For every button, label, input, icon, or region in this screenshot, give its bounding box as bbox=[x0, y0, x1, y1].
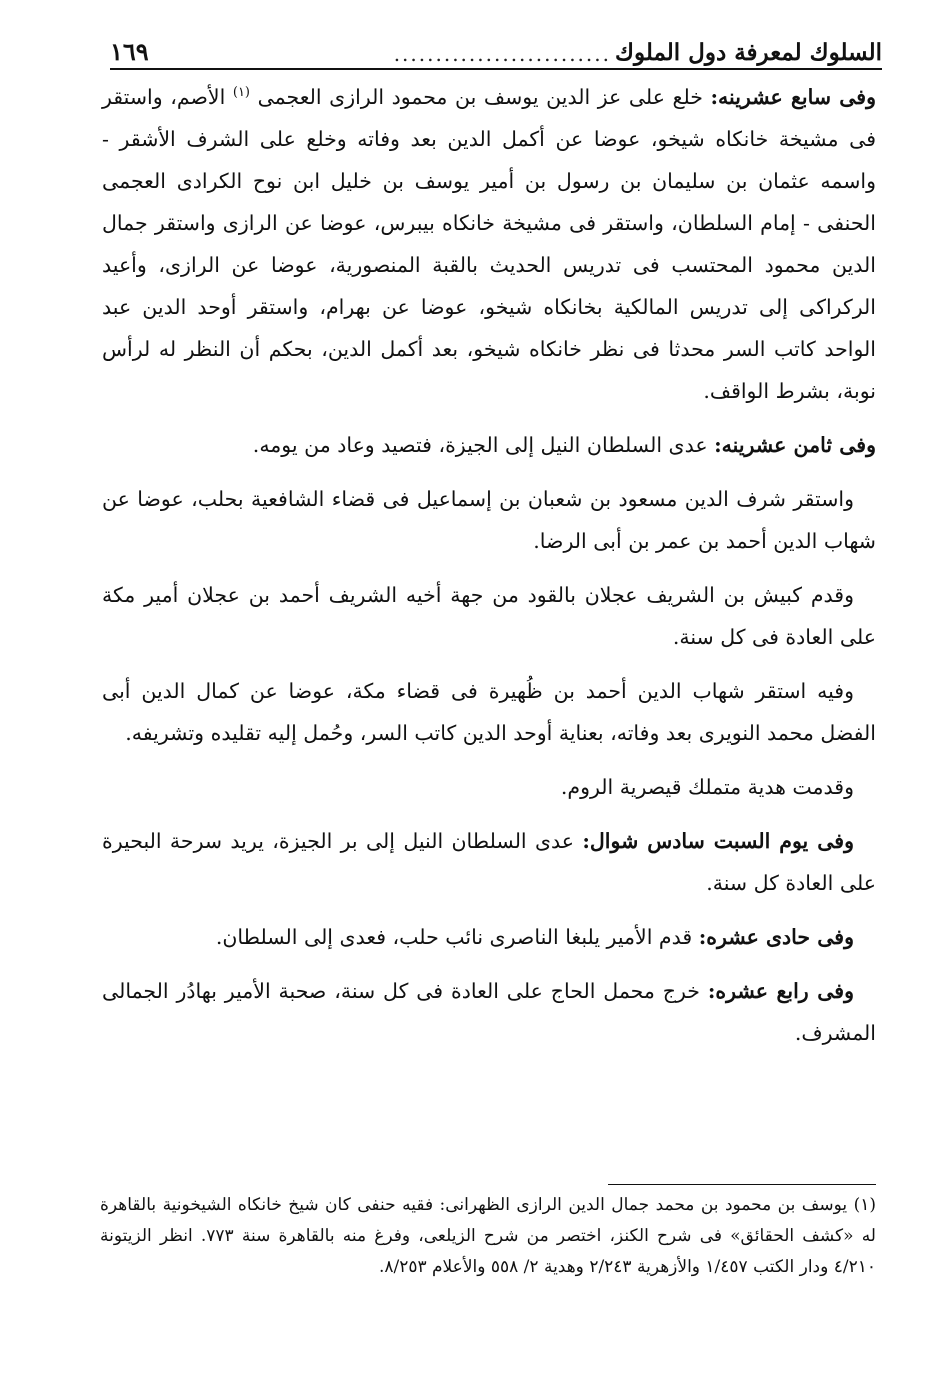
running-header bbox=[110, 28, 882, 70]
paragraph-text: واستقر شرف الدين مسعود بن شعبان بن إسماعيل فى قضاء الشافعية بحلب، عوضا عن شهاب الدين أحمد بن عمر بن أبى الرضا. bbox=[102, 487, 876, 553]
paragraph-lead: وفى حادى عشره: bbox=[698, 925, 854, 949]
paragraph bbox=[102, 76, 876, 412]
paragraph-lead: وفى رابع عشره: bbox=[707, 979, 854, 1003]
main-text bbox=[102, 76, 876, 1066]
paragraph bbox=[102, 574, 876, 658]
paragraph-text: وقدمت هدية متملك قيصرية الروم. bbox=[560, 775, 854, 799]
paragraph-lead: وفى ثامن عشرينه: bbox=[714, 433, 876, 457]
footnote: (١) يوسف بن محمود بن محمد جمال الدين الرازى الظهرانى: فقيه حنفى كان شيخ خانكاه الشيخونية بالقاهرة له «كشف الحقائق» فى شرح الكنز، اختصر من شرح الزيلعى، وفرغ منه بالقاهرة سنة ٧٧٣. انظر الزيتونة ٤/٢١٠ ودار الكتب ١/٤٥٧ والأزهرية ٢/٢٤٣ وهدية ٢/ ٥٥٨ والأعلام ٨/٢٥٣. bbox=[100, 1195, 876, 1277]
paragraph bbox=[102, 916, 876, 958]
paragraph-text: وقدم كبيش بن الشريف عجلان بالقود من جهة أخيه الشريف أحمد بن عجلان أمير مكة على العادة فى كل سنة. bbox=[102, 583, 876, 649]
footnote-divider bbox=[608, 1184, 876, 1185]
paragraph-text: وفيه استقر شهاب الدين أحمد بن ظُهيرة فى قضاء مكة، عوضا عن كمال الدين أبى الفضل محمد النويرى بعد وفاته، بعناية أوحد الدين كاتب السر، وحُمل إليه تقليده وتشريفه. bbox=[102, 679, 876, 745]
header-leader-dots: .......................... bbox=[393, 44, 611, 66]
paragraph-text: خلع على عز الدين يوسف بن محمود الرازى العجمى bbox=[257, 85, 711, 109]
footnote-reference[interactable]: (١) bbox=[232, 85, 250, 101]
paragraph-text-continued: الأصم، واستقر فى مشيخة خانكاه شيخو، عوضا عن أكمل الدين بعد وفاته وخلع على الشرف الأشقر - واسمه عثمان بن سليمان بن رسول بن أمير يوسف بن خليل ابن نوح الكرادى العجمى الحنفى - إمام السلطان، واستقر فى مشيخة خانكاه بيبرس، عوضا عن الرازى واستقر جمال الدين محمود المحتسب فى تدريس الحديث بالقبة المنصورية، عوضا عن الرازى، وأعيد الركراكى إلى تدريس المالكية بخانكاه شيخو، عوضا عن بهرام، واستقر أوحد الدين عبد الواحد كاتب السر محدثا فى نظر خانكاه شيخو، بعد أكمل الدين، بحكم أن النظر له لرأس نوبة، بشرط الواقف. bbox=[102, 85, 876, 403]
page-number: ١٦٩ bbox=[110, 37, 149, 66]
paragraph-lead: وفى سابع عشرينه: bbox=[710, 85, 876, 109]
paragraph-text: قدم الأمير يلبغا الناصرى نائب حلب، فعدى إلى السلطان. bbox=[215, 925, 699, 949]
paragraph bbox=[102, 424, 876, 466]
paragraph-text: عدى السلطان النيل إلى الجيزة، فتصيد وعاد من يومه. bbox=[252, 433, 715, 457]
paragraph bbox=[102, 820, 876, 904]
paragraph bbox=[102, 766, 876, 808]
paragraph-text: خرج محمل الحاج على العادة فى كل سنة، صحبة الأمير بهادُر الجمالى المشرف. bbox=[102, 979, 876, 1045]
paragraph-lead: وفى يوم السبت سادس شوال: bbox=[582, 829, 854, 853]
book-title: السلوك لمعرفة دول الملوك bbox=[614, 39, 882, 66]
paragraph-text: عدى السلطان النيل إلى بر الجيزة، يريد سرحة البحيرة على العادة كل سنة. bbox=[102, 829, 876, 895]
paragraph bbox=[102, 970, 876, 1054]
paragraph bbox=[102, 670, 876, 754]
paragraph bbox=[102, 478, 876, 562]
